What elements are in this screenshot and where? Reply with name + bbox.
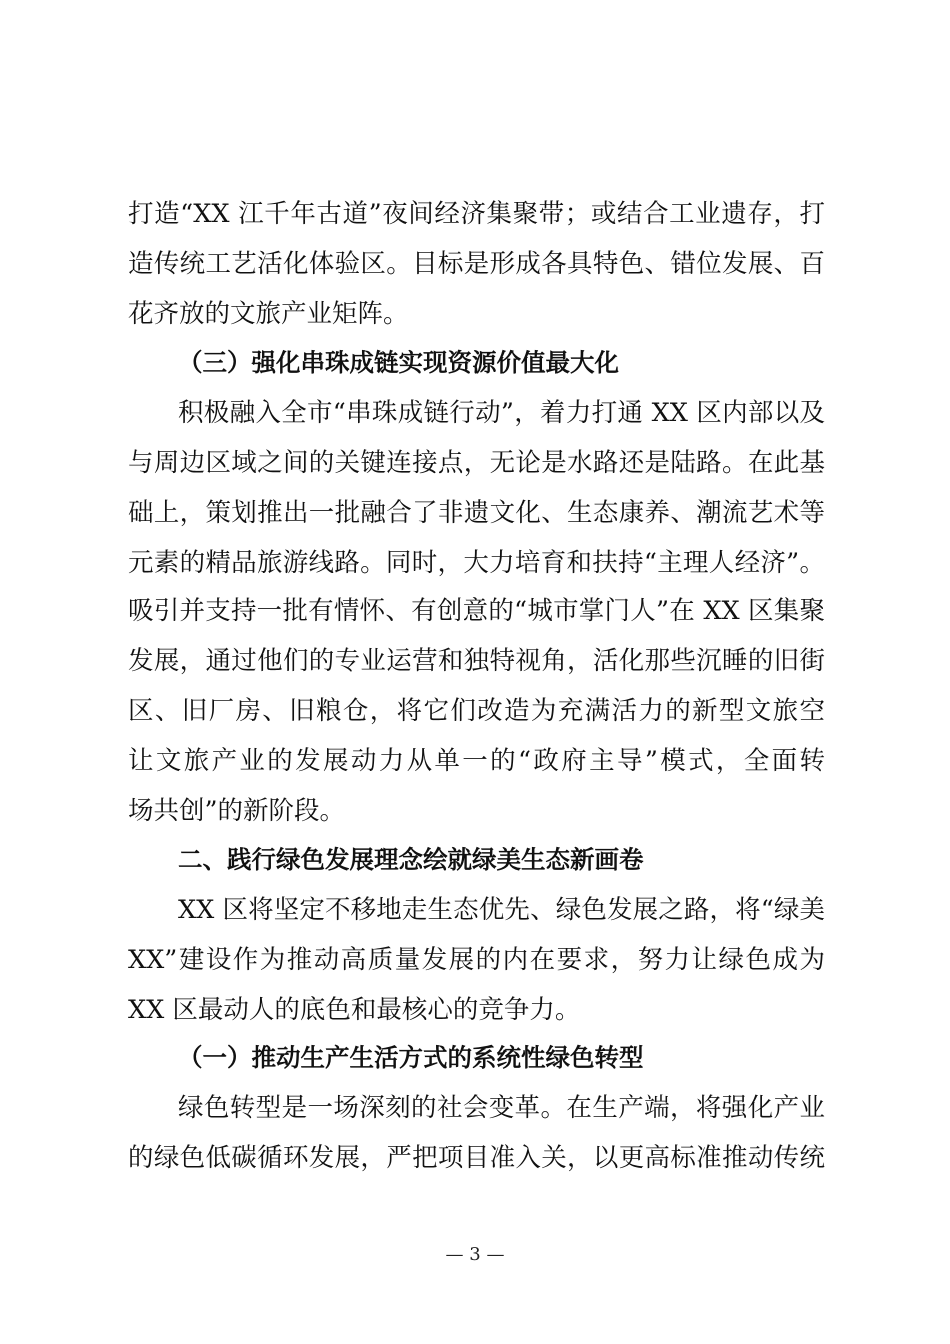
section-heading: （一）推动生产生活方式的系统性绿色转型 xyxy=(178,1043,644,1072)
text-line: 区、旧厂房、旧粮仓，将它们改造为充满活力的新型文旅空 xyxy=(128,696,825,726)
text-line: 元素的精品旅游线路。同时，大力培育和扶持“主理人经济”。 xyxy=(128,548,825,578)
text-line: 绿色转型是一场深刻的社会变革。在生产端，将强化产业 xyxy=(178,1093,825,1123)
text-line: 让文旅产业的发展动力从单一的“政府主导”模式，全面转 xyxy=(128,746,825,776)
text-line: 打造“XX 江千年古道”夜间经济集聚带；或结合工业遗存，打 xyxy=(128,199,825,229)
text-line: 造传统工艺活化体验区。目标是形成各具特色、错位发展、百 xyxy=(128,249,825,279)
text-line: 础上，策划推出一批融合了非遗文化、生态康养、潮流艺术等 xyxy=(128,498,825,528)
text-line: 的绿色低碳循环发展，严把项目准入关，以更高标准推动传统 xyxy=(128,1143,825,1173)
text-line: 场共创”的新阶段。 xyxy=(128,796,346,826)
text-line: 与周边区域之间的关键连接点，无论是水路还是陆路。在此基 xyxy=(128,448,825,478)
text-line: XX 区最动人的底色和最核心的竞争力。 xyxy=(128,995,581,1025)
text-line: 积极融入全市“串珠成链行动”，着力打通 XX 区内部以及 xyxy=(178,398,825,428)
text-line: 吸引并支持一批有情怀、有创意的“城市掌门人”在 XX 区集聚 xyxy=(128,596,825,626)
section-heading: （三）强化串珠成链实现资源价值最大化 xyxy=(178,348,619,377)
page-number: — 3 — xyxy=(445,1244,505,1265)
section-heading: 二、践行绿色发展理念绘就绿美生态新画卷 xyxy=(178,845,644,874)
text-line: 发展，通过他们的专业运营和独特视角，活化那些沉睡的旧街 xyxy=(128,646,825,676)
text-line: XX 区将坚定不移地走生态优先、绿色发展之路，将“绿美 xyxy=(178,895,825,925)
text-line: 花齐放的文旅产业矩阵。 xyxy=(128,299,409,329)
text-line: XX”建设作为推动高质量发展的内在要求，努力让绿色成为 xyxy=(128,945,825,975)
